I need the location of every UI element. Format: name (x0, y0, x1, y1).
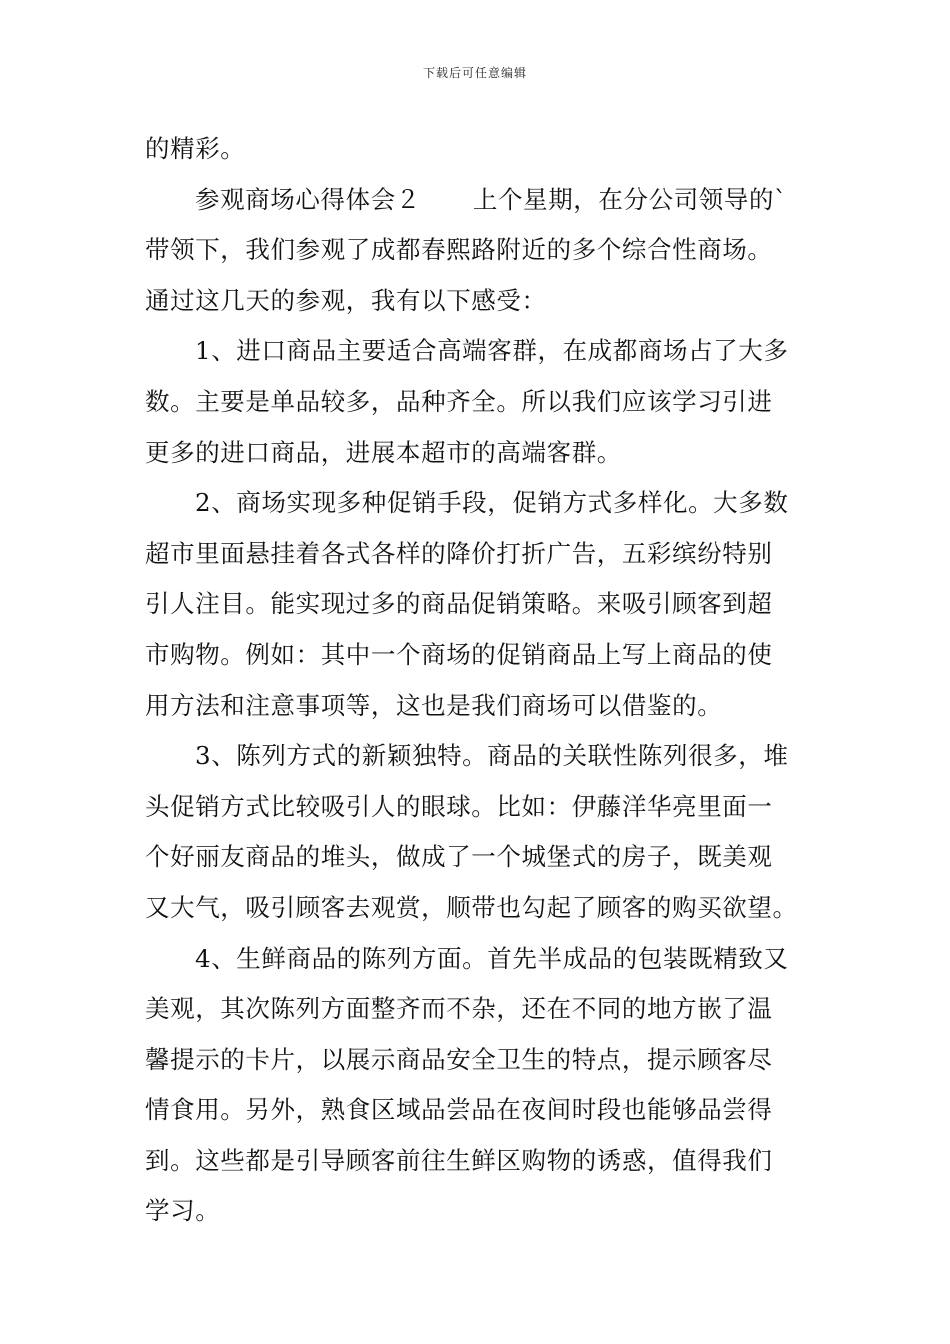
text-line: 用方法和注意事项等，这也是我们商场可以借鉴的。 (145, 690, 723, 720)
text-line: 又大气，吸引顾客去观赏，顺带也勾起了顾客的购买欲望。 (145, 892, 798, 922)
text-line-title (145, 175, 810, 226)
text-line: 头促销方式比较吸引人的眼球。比如：伊藤洋华亮里面一 (145, 791, 773, 821)
page-header: 下载后可任意编辑 (422, 66, 527, 80)
text-line: 2、商场实现多种促销手段，促销方式多样化。大多数 (195, 488, 789, 518)
text-line: 带领下，我们参观了成都春熙路附近的多个综合性商场。 (145, 235, 773, 265)
text-line: 超市里面悬挂着各式各样的降价打折广告，五彩缤纷特别 (145, 538, 773, 568)
document-body (145, 124, 810, 1237)
text-fragment: 上个星期，在分公司领导的` (472, 184, 787, 214)
text-line: 馨提示的卡片，以展示商品安全卫生的特点，提示顾客尽 (145, 1044, 773, 1074)
text-line: 到。这些都是引导顾客前往生鲜区购物的诱惑，值得我们 (145, 1145, 773, 1175)
text-line: 情食用。另外，熟食区域品尝品在夜间时段也能够品尝得 (145, 1095, 773, 1125)
text-line: 更多的进口商品，进展本超市的高端客群。 (145, 437, 622, 467)
text-line: 的精彩。 (145, 134, 246, 163)
text-line: 4、生鲜商品的陈列方面。首先半成品的包装既精致又 (195, 943, 789, 973)
text-line: 通过这几天的参观，我有以下感受： (145, 285, 547, 315)
section-title: 参观商场心得体会２ (195, 184, 421, 214)
text-line: 3、陈列方式的新颖独特。商品的关联性陈列很多，堆 (195, 741, 789, 771)
text-line: 学习。 (145, 1196, 221, 1226)
text-line: 引人注目。能实现过多的商品促销策略。来吸引顾客到超 (145, 589, 773, 619)
text-line: 个好丽友商品的堆头，做成了一个城堡式的房子，既美观 (145, 842, 773, 872)
text-line: 美观，其次陈列方面整齐而不杂，还在不同的地方嵌了温 (145, 994, 773, 1024)
text-line: 1、进口商品主要适合高端客群，在成都商场占了大多 (195, 336, 789, 366)
text-line: 市购物。例如：其中一个商场的促销商品上写上商品的使 (145, 639, 773, 669)
text-line: 数。主要是单品较多，品种齐全。所以我们应该学习引进 (145, 386, 773, 416)
